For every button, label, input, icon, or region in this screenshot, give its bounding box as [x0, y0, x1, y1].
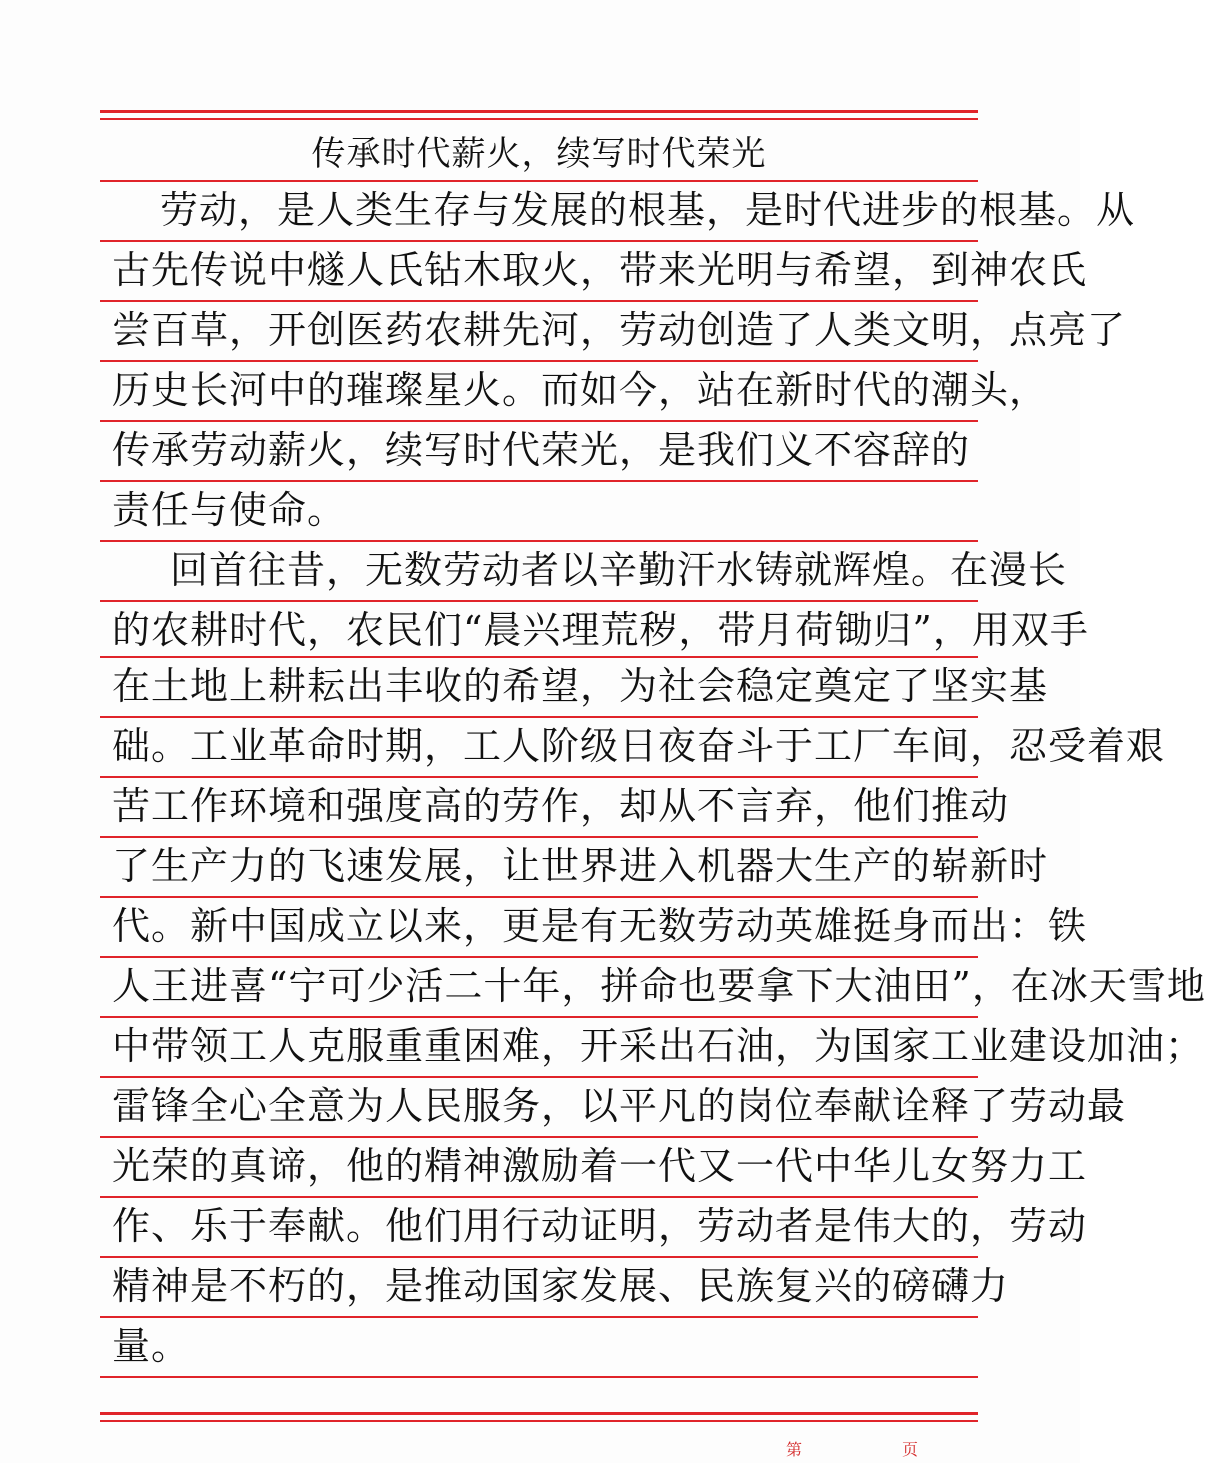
text-line: 础。工业革命时期，工人阶级日夜奋斗于工厂车间，忍受着艰 [112, 724, 1166, 768]
text-line: 历史长河中的璀璨星火。而如今，站在新时代的潮头， [112, 368, 1049, 412]
text-line: 回首往昔，无数劳动者以辛勤汗水铸就辉煌。在漫长 [170, 548, 1068, 592]
text-line: 代。新中国成立以来，更是有无数劳动英雄挺身而出：铁 [112, 904, 1088, 948]
text-line: 了生产力的飞速发展，让世界进入机器大生产的崭新时 [112, 844, 1049, 888]
text-line: 苦工作环境和强度高的劳作，却从不言弃，他们推动 [112, 784, 1010, 828]
text-line: 光荣的真谛，他的精神激励着一代又一代中华儿女努力工 [112, 1144, 1088, 1188]
text-line: 尝百草，开创医药农耕先河，劳动创造了人类文明，点亮了 [112, 308, 1127, 352]
text-line: 量。 [112, 1324, 191, 1368]
bottom-rule-second [100, 1420, 978, 1422]
text-line: 作、乐于奉献。他们用行动证明，劳动者是伟大的，劳动 [112, 1204, 1088, 1248]
text-line: 古先传说中燧人氏钻木取火，带来光明与希望，到神农氏 [112, 248, 1088, 292]
bottom-rule [100, 1412, 978, 1415]
text-line: 中带领工人克服重重困难，开采出石油，为国家工业建设加油； [112, 1024, 1205, 1068]
top-rule-second [100, 118, 978, 120]
line-rule [100, 1376, 978, 1378]
page-number-prefix: 第 [786, 1440, 803, 1459]
text-line: 雷锋全心全意为人民服务，以平凡的岗位奉献诠释了劳动最 [112, 1084, 1127, 1128]
text-line: 的农耕时代，农民们“晨兴理荒秽，带月荷锄归”，用双手 [112, 608, 1089, 652]
text-line: 责任与使命。 [112, 488, 347, 532]
text-line: 劳动，是人类生存与发展的根基，是时代进步的根基。从 [160, 188, 1136, 232]
page-number-suffix: 页 [902, 1440, 919, 1459]
text-line: 在土地上耕耘出丰收的希望，为社会稳定奠定了坚实基 [112, 664, 1049, 708]
text-line: 人王进喜“宁可少活二十年，拼命也要拿下大油田”，在冰天雪地 [112, 964, 1206, 1008]
text-line: 传承劳动薪火，续写时代荣光，是我们义不容辞的 [112, 428, 971, 472]
text-line: 精神是不朽的，是推动国家发展、民族复兴的磅礴力 [112, 1264, 1010, 1308]
top-rule [100, 110, 978, 113]
essay-title: 传承时代薪火，续写时代荣光 [311, 134, 767, 174]
